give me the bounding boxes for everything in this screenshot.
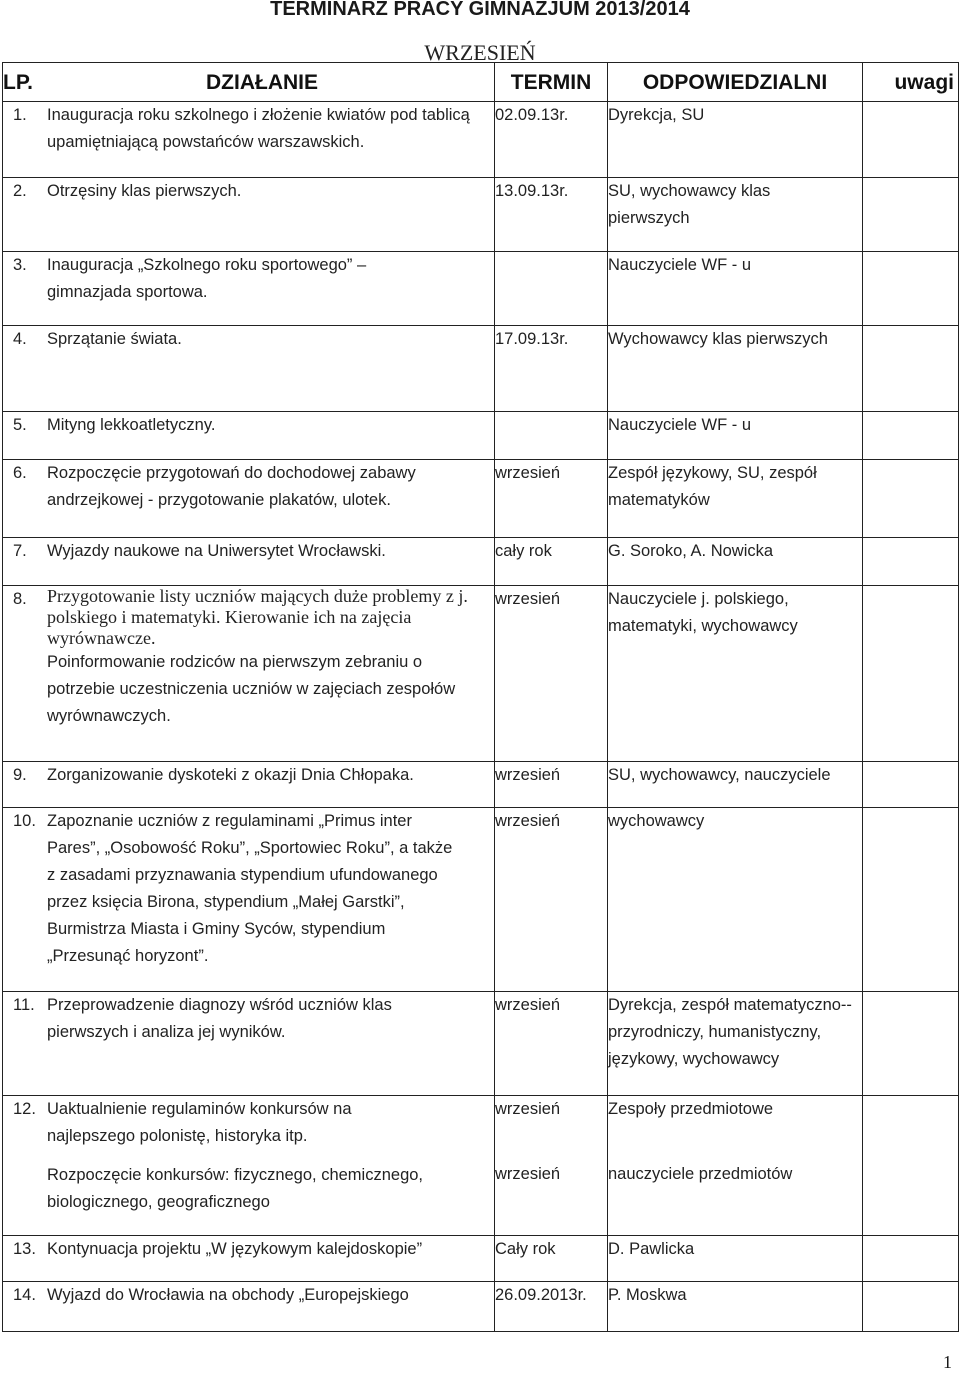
row-action: Zapoznanie uczniów z regulaminami „Primus inter Pares”, „Osobowość Roku”, „Sportowiec Roku”, a także z zasadami przyznawania stypendium ufundowanego przez księcia Birona, stypendium „Małej Garstki”, Burmistrza Miasta i Gminy Syców, stypendium „Przesunąć horyzont”.	[47, 812, 453, 965]
row-term	[495, 252, 608, 326]
row-resp: Zespoły przedmiotowe	[608, 1100, 774, 1118]
row-term: 17.09.13r.	[495, 326, 608, 412]
page-number: 1	[943, 1352, 952, 1372]
table-row	[3, 252, 959, 326]
row-action: Rozpoczęcie przygotowań do dochodowej zabawy andrzejkowej - przygotowanie plakatów, ulotek.	[47, 464, 416, 509]
row-resp: Nauczyciele WF - u	[608, 412, 863, 460]
table-row	[3, 538, 959, 586]
row-term: 26.09.2013r.	[495, 1282, 608, 1332]
row-notes	[863, 762, 959, 808]
row-number: 9.	[13, 766, 27, 784]
row-number: 3.	[13, 256, 27, 274]
table-row	[3, 1282, 959, 1332]
row-action: Przeprowadzenie diagnozy wśród uczniów klas pierwszych i analiza jej wyników.	[47, 996, 392, 1041]
row-term: wrzesień	[495, 586, 608, 762]
header-resp: ODPOWIEDZIALNI	[608, 63, 863, 102]
row-resp: G. Soroko, A. Nowicka	[608, 538, 863, 586]
row-number: 10.	[13, 812, 36, 830]
header-cell-lp-action	[3, 63, 495, 102]
row-action: Wyjazdy naukowe na Uniwersytet Wrocławski.	[47, 542, 386, 560]
row-notes	[863, 412, 959, 460]
row-term: 02.09.13r.	[495, 102, 608, 178]
row-term: cały rok	[495, 538, 608, 586]
row-resp: Zespół językowy, SU, zespół matematyków	[608, 460, 863, 538]
row-number: 7.	[13, 542, 27, 560]
header-lp: LP.	[3, 70, 33, 94]
table-row	[3, 326, 959, 412]
header-row	[3, 63, 959, 102]
row-term: wrzesień	[495, 808, 608, 992]
row-resp: SU, wychowawcy, nauczyciele	[608, 762, 863, 808]
row-term-second: wrzesień	[495, 1165, 561, 1183]
table-row	[3, 586, 959, 762]
header-term: TERMIN	[495, 63, 608, 102]
row-action-second: Rozpoczęcie konkursów: fizycznego, chemicznego, biologicznego, geograficznego	[47, 1166, 424, 1211]
month-heading: WRZESIEŃ	[424, 40, 536, 65]
row-action: Wyjazd do Wrocławia na obchody „Europejskiego	[47, 1286, 409, 1304]
row-notes	[863, 1096, 959, 1236]
row-action: Sprzątanie świata.	[47, 330, 182, 348]
row-resp: SU, wychowawcy klas pierwszych	[608, 178, 863, 252]
row-resp: Dyrekcja, zespół matematyczno--przyrodniczy, humanistyczny, językowy, wychowawcy	[608, 992, 863, 1096]
row-notes	[863, 326, 959, 412]
row-action: Otrzęsiny klas pierwszych.	[47, 182, 242, 200]
row-action: Kontynuacja projektu „W językowym kalejdoskopie”	[47, 1240, 423, 1258]
row-number: 12.	[13, 1100, 36, 1118]
row-resp: Dyrekcja, SU	[608, 102, 863, 178]
row-notes	[863, 538, 959, 586]
table-row	[3, 808, 959, 992]
row-notes	[863, 102, 959, 178]
row-term: wrzesień	[495, 762, 608, 808]
row-number: 6.	[13, 464, 27, 482]
table-row	[3, 992, 959, 1096]
row-term: 13.09.13r.	[495, 178, 608, 252]
row-resp: D. Pawlicka	[608, 1236, 863, 1282]
row-resp-second: nauczyciele przedmiotów	[608, 1165, 793, 1183]
table-row	[3, 1096, 959, 1236]
table-row	[3, 762, 959, 808]
row-action: Inauguracja roku szkolnego i złożenie kwiatów pod tablicą upamiętniającą powstańców warszawskich.	[47, 106, 470, 151]
row-number: 14.	[13, 1286, 36, 1304]
row-notes	[863, 808, 959, 992]
table-row	[3, 460, 959, 538]
schedule-table	[2, 62, 959, 1332]
row-term: wrzesień	[495, 460, 608, 538]
row-number: 8.	[13, 590, 27, 608]
row-resp: Nauczyciele j. polskiego, matematyki, wychowawcy	[608, 586, 863, 762]
row-term: Cały rok	[495, 1236, 608, 1282]
row-resp: Nauczyciele WF - u	[608, 252, 863, 326]
row-notes	[863, 1282, 959, 1332]
row-number: 1.	[13, 106, 27, 124]
row-resp: P. Moskwa	[608, 1282, 863, 1332]
row-notes	[863, 178, 959, 252]
document-title: TERMINARZ PRACY GIMNAZJUM 2013/2014	[270, 0, 690, 20]
header-notes: uwagi	[863, 63, 959, 102]
table-row	[3, 412, 959, 460]
row-notes	[863, 992, 959, 1096]
row-number: 2.	[13, 182, 27, 200]
table-row	[3, 178, 959, 252]
table-row	[3, 1236, 959, 1282]
row-notes	[863, 586, 959, 762]
row-resp: wychowawcy	[608, 808, 863, 992]
row-action: Inauguracja „Szkolnego roku sportowego” – gimnazjada sportowa.	[47, 256, 367, 301]
row-notes	[863, 460, 959, 538]
row-number: 4.	[13, 330, 27, 348]
row-notes	[863, 1236, 959, 1282]
row-term: wrzesień	[495, 992, 608, 1096]
row-action-serif: Przygotowanie listy uczniów mających duże problemy z j. polskiego i matematyki. Kierowanie ich na zajęcia wyrównawcze.	[47, 586, 468, 648]
row-resp: Wychowawcy klas pierwszych	[608, 326, 863, 412]
header-action: DZIAŁANIE	[206, 70, 318, 94]
table-row	[3, 102, 959, 178]
row-number: 13.	[13, 1240, 36, 1258]
row-term	[495, 412, 608, 460]
row-number: 5.	[13, 416, 27, 434]
row-action: Uaktualnienie regulaminów konkursów na najlepszego polonistę, historyka itp.	[47, 1100, 352, 1145]
row-number: 11.	[13, 996, 35, 1014]
row-action: Poinformowanie rodziców na pierwszym zebraniu o potrzebie uczestniczenia uczniów w zajęciach zespołów wyrównawczych.	[47, 653, 456, 725]
row-term: wrzesień	[495, 1100, 561, 1118]
row-notes	[863, 252, 959, 326]
row-action: Zorganizowanie dyskoteki z okazji Dnia Chłopaka.	[47, 766, 414, 784]
row-action: Mityng lekkoatletyczny.	[47, 416, 216, 434]
